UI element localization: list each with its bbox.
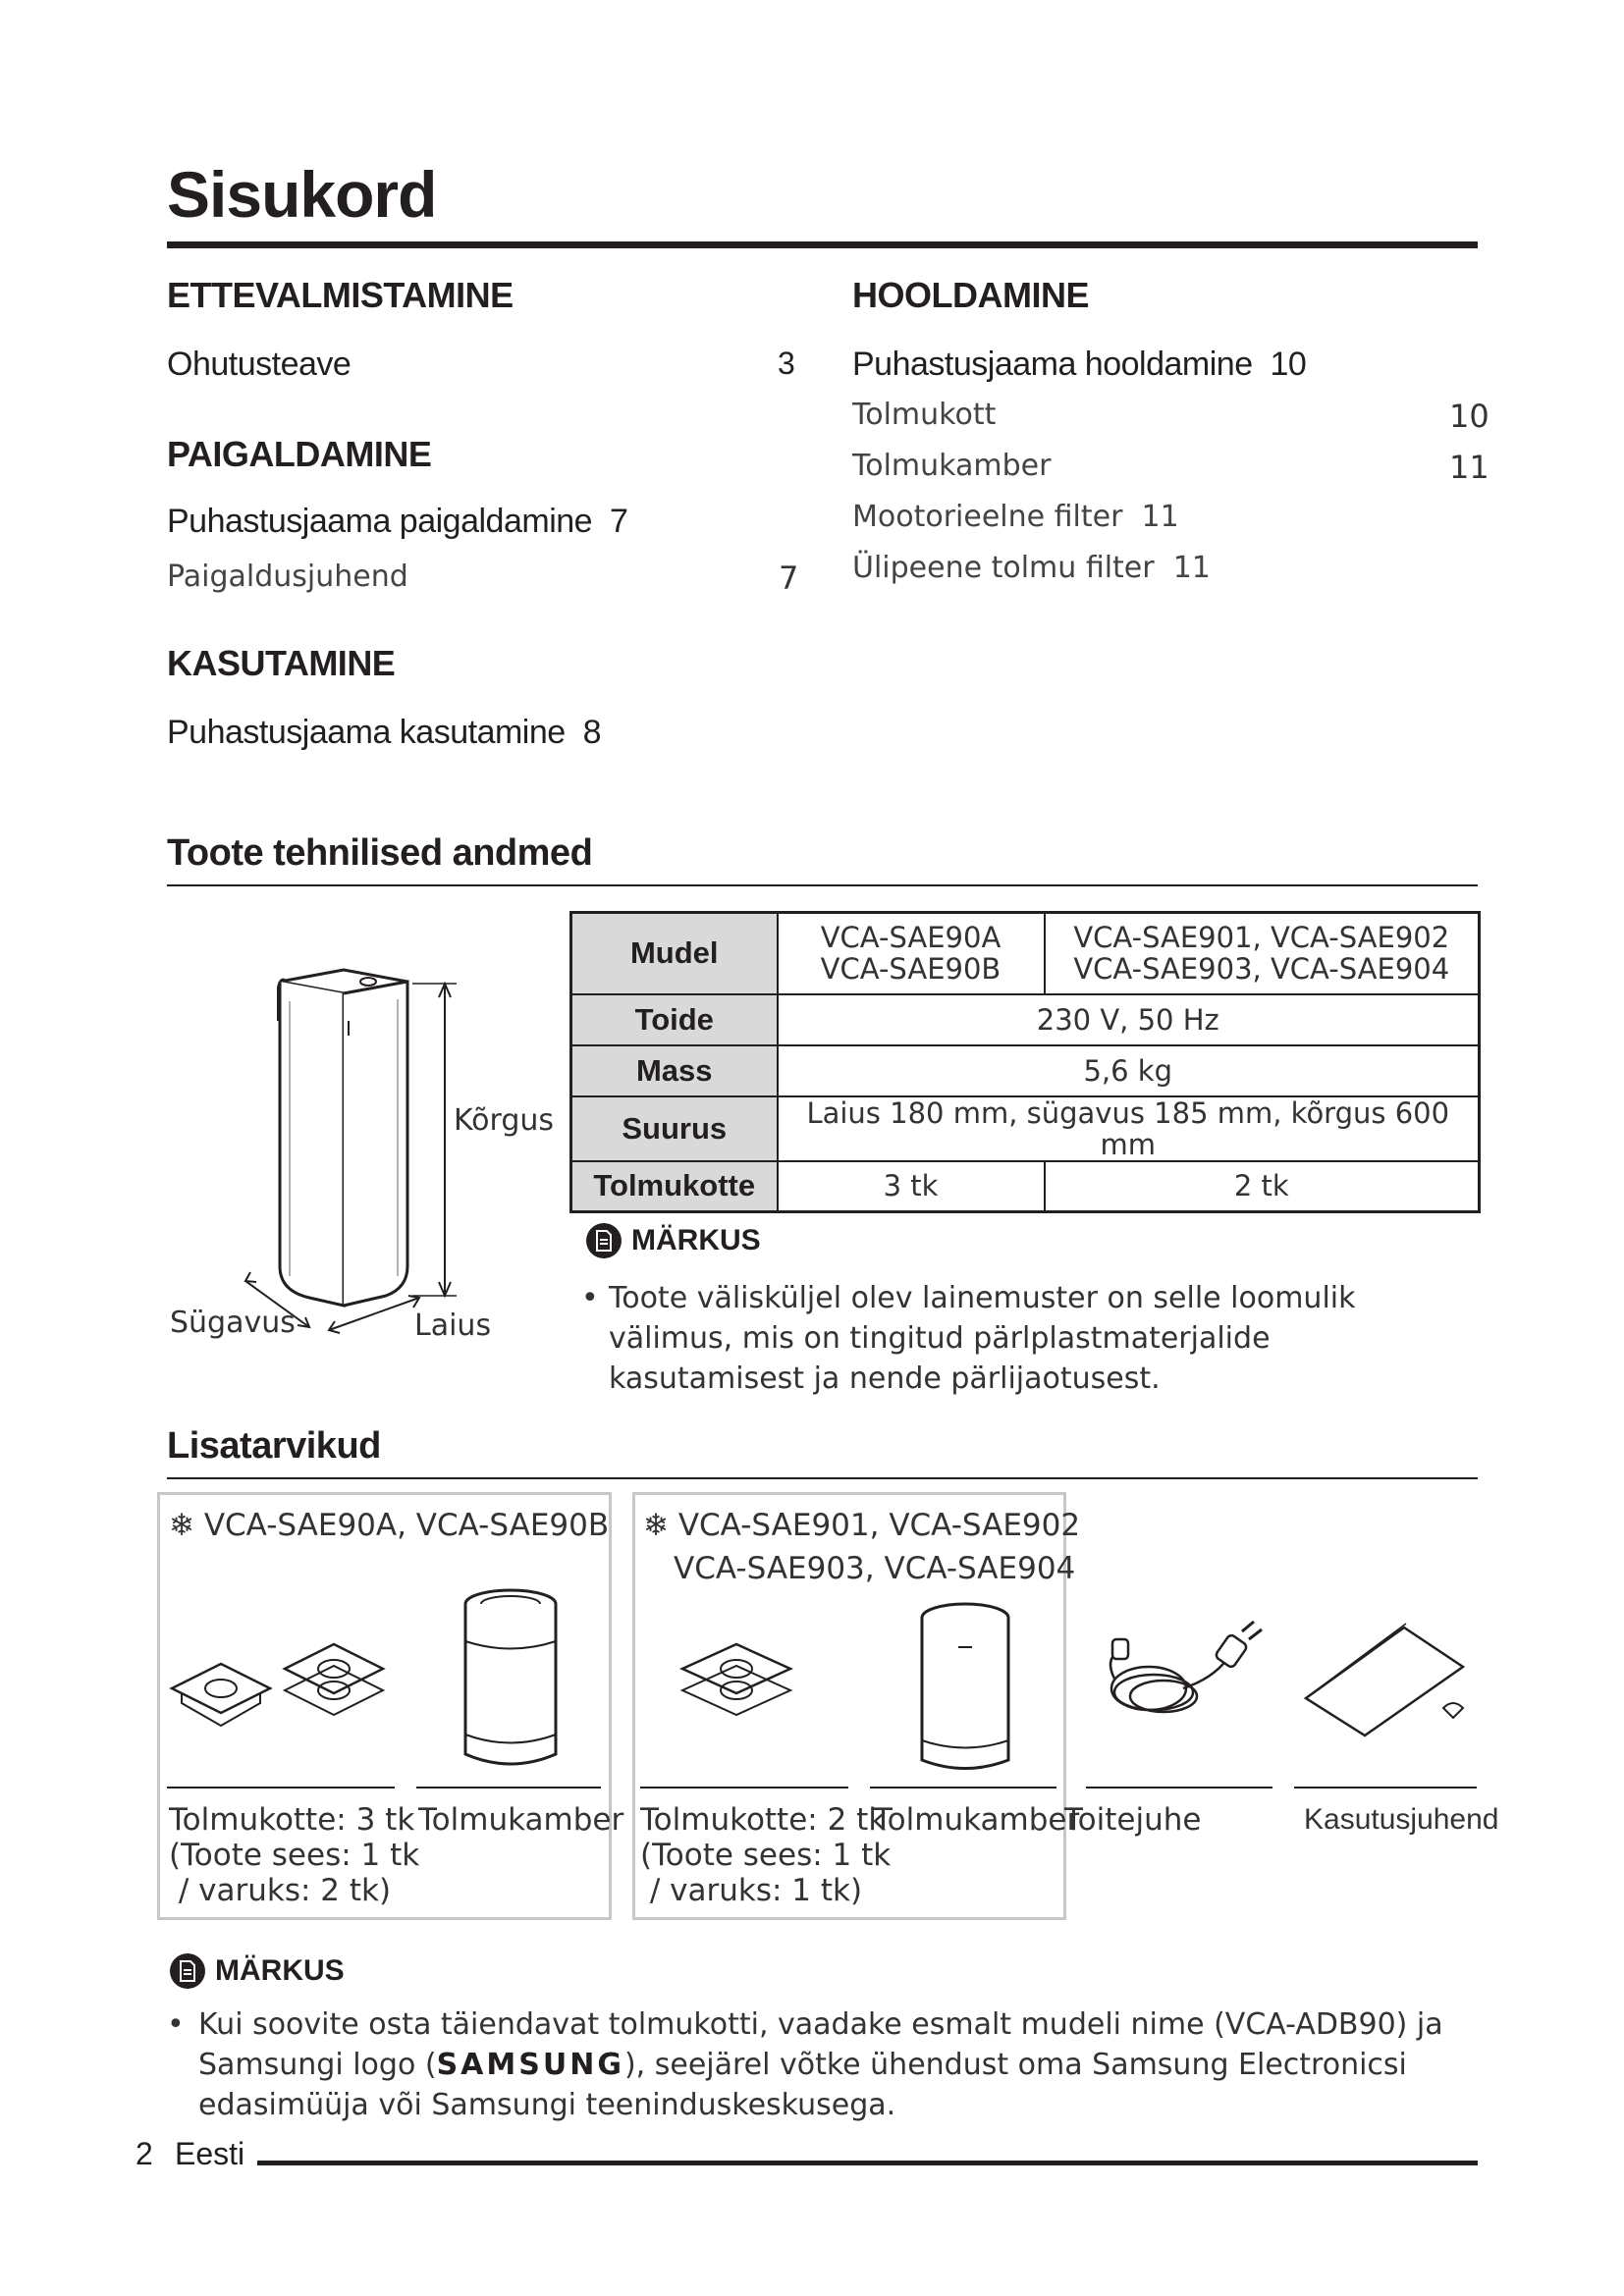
power-cord-image: [1095, 1620, 1272, 1737]
label-width: Laius: [414, 1308, 492, 1343]
spec-note-item: [581, 1278, 1445, 1399]
toc-heading-maintenance: HOOLDAMINE: [852, 275, 1089, 315]
item-underline: [1086, 1787, 1272, 1789]
label-height: Kõrgus: [454, 1103, 555, 1138]
manual-image: [1296, 1620, 1473, 1737]
spec-value-power: 230 V, 50 Hz: [778, 994, 1480, 1045]
spec-row-model: [571, 913, 1480, 994]
item-underline: [416, 1787, 601, 1789]
spec-value-mass: 5,6 kg: [778, 1045, 1480, 1096]
spec-row-power: [571, 994, 1480, 1045]
group-a-title: ❄ VCA-SAE90A, VCA-SAE90B: [169, 1508, 610, 1543]
accessories-divider: [167, 1477, 1478, 1479]
spec-label-size: Suurus: [571, 1096, 778, 1161]
spec-row-bags: [571, 1161, 1480, 1212]
product-dimension-diagram: [162, 942, 574, 1355]
spec-table: [569, 911, 1481, 1213]
spec-note-heading: [586, 1223, 761, 1258]
specs-heading: Toote tehnilised andmed: [167, 832, 593, 874]
item-underline: [870, 1787, 1056, 1789]
toc-page-install-guide: 7: [779, 560, 799, 597]
toc-heading-preparation: ETTEVALMISTAMINE: [167, 275, 514, 315]
item-label-chamber-a: Tolmukamber: [418, 1802, 624, 1838]
spec-label-model: Mudel: [571, 913, 778, 994]
label-depth: Sügavus: [170, 1306, 296, 1340]
spec-note-title: MÄRKUS: [631, 1224, 761, 1256]
note-icon: [170, 1953, 205, 1989]
item-label-manual: Kasutusjuhend: [1304, 1803, 1499, 1836]
spec-label-bags: Tolmukotte: [571, 1161, 778, 1212]
toc-entry-install-guide[interactable]: Paigaldusjuhend: [167, 560, 408, 594]
samsung-logo: SAMSUNG: [436, 2048, 624, 2082]
toc-entry-dust-bag[interactable]: Tolmukott: [852, 398, 997, 432]
accessories-heading: Lisatarvikud: [167, 1425, 381, 1467]
spec-row-mass: [571, 1045, 1480, 1096]
item-label-power-cord: Toitejuhe: [1064, 1802, 1202, 1838]
spec-label-mass: Mass: [571, 1045, 778, 1096]
toc-entry-pre-motor-filter[interactable]: Mootorieelne filter 11: [852, 500, 1179, 534]
dust-chamber-image-a: [454, 1582, 571, 1779]
bullet: •: [167, 2007, 185, 2042]
title-divider: [167, 241, 1478, 248]
page-language: Eesti: [175, 2136, 245, 2171]
item-underline: [640, 1787, 848, 1789]
toc-heading-installation: PAIGALDAMINE: [167, 434, 432, 474]
note-icon: [586, 1223, 622, 1258]
accessories-note-text: Kui soovite osta täiendavat tolmukotti, vaadake esmalt mudeli nime (VCA-ADB90) ja Samsungi logo (SAMSUNG), seejärel võtke ühendust oma Samsung Electronicsi edasimüüja või Samsungi teeninduskeskusega.: [198, 2007, 1443, 2122]
spec-value-bags-b: 2 tk: [1045, 1161, 1480, 1212]
dust-bags-image-b: [677, 1629, 805, 1747]
toc-entry-safety[interactable]: Ohutusteave: [167, 346, 352, 383]
dust-bags-image-a: [167, 1629, 403, 1757]
item-label-chamber-b: Tolmukamber: [874, 1802, 1080, 1838]
dust-bag-icon: [682, 1644, 790, 1715]
spec-value-size: Laius 180 mm, sügavus 185 mm, kõrgus 600 mm: [778, 1096, 1480, 1161]
accessories-note-heading: [170, 1953, 345, 1989]
page-title: Sisukord: [167, 158, 437, 231]
item-underline: [1294, 1787, 1477, 1789]
spec-note-text: Toote välisküljel olev lainemuster on selle loomulik välimus, mis on tingitud pärlplastmaterjalide kasutamisest ja nende pärlijaotusest.: [609, 1281, 1356, 1396]
spec-label-power: Toide: [571, 994, 778, 1045]
toc-entry-maintain-station[interactable]: Puhastusjaama hooldamine 10: [852, 346, 1307, 383]
spec-model-b: VCA-SAE901, VCA-SAE902 VCA-SAE903, VCA-SAE904: [1045, 913, 1480, 994]
toc-page-dust-chamber: 11: [1449, 449, 1489, 486]
bullet: •: [581, 1281, 599, 1315]
dust-bag-icon: [172, 1664, 270, 1726]
spec-value-bags-a: 3 tk: [778, 1161, 1045, 1212]
accessories-note-title: MÄRKUS: [215, 1954, 345, 1987]
specs-divider: [167, 884, 1478, 886]
dust-bag-icon: [285, 1644, 383, 1715]
toc-entry-install-station[interactable]: Puhastusjaama paigaldamine 7: [167, 503, 628, 540]
toc-entry-fine-dust-filter[interactable]: Ülipeene tolmu filter 11: [852, 551, 1211, 585]
page-number: 2: [135, 2136, 153, 2171]
spec-model-a: VCA-SAE90A VCA-SAE90B: [778, 913, 1045, 994]
item-label-bags-b: Tolmukotte: 2 tk (Toote sees: 1 tk / varuks: 1 tk): [640, 1802, 892, 1908]
group-b-title-line1: ❄ VCA-SAE901, VCA-SAE902: [643, 1508, 1081, 1543]
toc-page-safety: 3: [778, 346, 795, 381]
item-label-bags-a: Tolmukotte: 3 tk (Toote sees: 1 tk / varuks: 2 tk): [169, 1802, 420, 1908]
toc-entry-dust-chamber[interactable]: Tolmukamber: [852, 449, 1052, 483]
toc-page-dust-bag: 10: [1449, 398, 1489, 435]
spec-row-size: [571, 1096, 1480, 1161]
item-underline: [167, 1787, 395, 1789]
toc-entry-use-station[interactable]: Puhastusjaama kasutamine 8: [167, 714, 602, 751]
accessories-note-item: [167, 2004, 1483, 2125]
toc-heading-usage: KASUTAMINE: [167, 643, 396, 683]
group-b-title-line2: VCA-SAE903, VCA-SAE904: [674, 1551, 1076, 1586]
footer-divider: [257, 2161, 1478, 2165]
dust-chamber-image-b: [911, 1598, 1019, 1785]
